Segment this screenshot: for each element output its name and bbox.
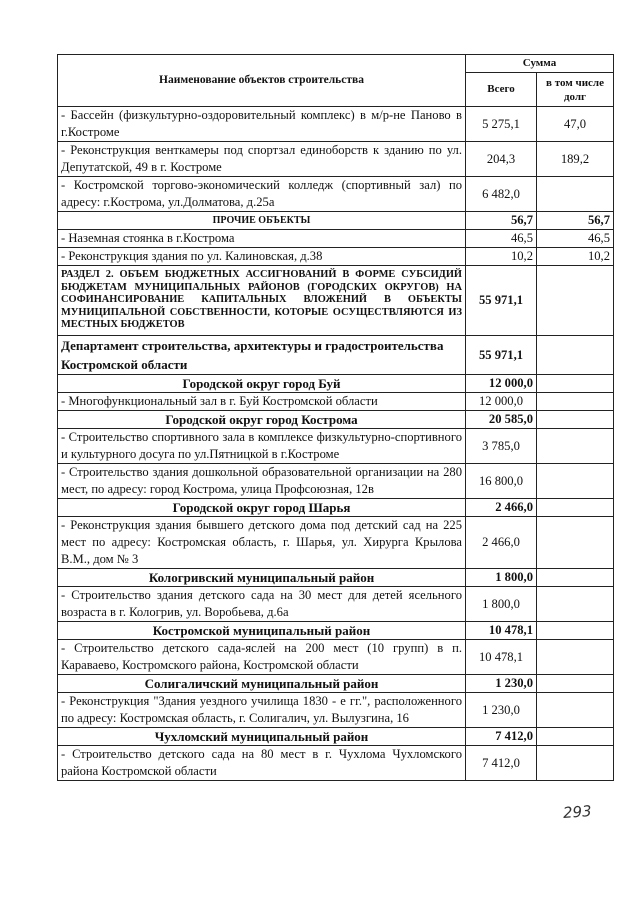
debt-cell: 46,5 xyxy=(537,230,614,248)
page-number: 293 xyxy=(562,802,593,822)
table-row xyxy=(58,248,614,266)
total-cell: 5 275,1 xyxy=(466,107,537,142)
table-row xyxy=(58,640,614,675)
object-name-cell: - Костромской торгово-экономический колледж (спортивный зал) по адресу: г.Кострома, ул.Долматова, д.25а xyxy=(58,177,466,212)
object-name-cell: Городской округ город Буй xyxy=(58,375,466,393)
total-cell: 3 785,0 xyxy=(466,429,537,464)
object-name-cell: Городской округ город Шарья xyxy=(58,499,466,517)
object-name-cell: - Строительство детского сада на 80 мест в г. Чухлома Чухломского района Костромской области xyxy=(58,746,466,781)
debt-cell: 10,2 xyxy=(537,248,614,266)
total-cell: 20 585,0 xyxy=(466,411,537,429)
object-name-cell: Чухломский муниципальный район xyxy=(58,728,466,746)
total-cell: 16 800,0 xyxy=(466,464,537,499)
total-cell: 1 230,0 xyxy=(466,675,537,693)
object-name-cell: - Строительство спортивного зала в комплексе физкультурно-спортивного и культурного досуга по ул.Пятницкой в г.Костроме xyxy=(58,429,466,464)
debt-cell xyxy=(537,746,614,781)
district-row xyxy=(58,569,614,587)
district-row xyxy=(58,375,614,393)
object-name-cell: - Бассейн (физкультурно-оздоровительный комплекс) в м/р-не Паново в г.Костроме xyxy=(58,107,466,142)
total-cell: 10 478,1 xyxy=(466,622,537,640)
object-name-cell: - Наземная стоянка в г.Кострома xyxy=(58,230,466,248)
budget-table xyxy=(57,54,614,781)
object-name-cell: - Реконструкция "Здания уездного училища 1830 - е гг.", расположенного по адресу: Костромская область, г. Солигалич, ул. Вылузгина, 16 xyxy=(58,693,466,728)
total-cell: 1 800,0 xyxy=(466,569,537,587)
object-name-cell: Городской округ город Кострома xyxy=(58,411,466,429)
object-name-cell: - Строительство детского сада-яслей на 200 мест (10 групп) в п. Караваево, Костромского района, Костромской области xyxy=(58,640,466,675)
total-cell: 10,2 xyxy=(466,248,537,266)
total-cell: 1 230,0 xyxy=(466,693,537,728)
debt-cell xyxy=(537,464,614,499)
object-name-cell: - Реконструкция венткамеры под спортзал единоборств к зданию по ул. Депутатской, 49 в г. Костроме xyxy=(58,142,466,177)
total-cell: 6 482,0 xyxy=(466,177,537,212)
debt-cell xyxy=(537,569,614,587)
debt-cell xyxy=(537,728,614,746)
total-column-header: Всего xyxy=(466,73,537,107)
debt-cell xyxy=(537,622,614,640)
table-row xyxy=(58,464,614,499)
object-name-cell: Департамент строительства, архитектуры и градостроительства Костромской области xyxy=(58,336,466,375)
debt-cell xyxy=(537,587,614,622)
total-cell: 12 000,0 xyxy=(466,393,537,411)
total-cell: 46,5 xyxy=(466,230,537,248)
total-cell: 56,7 xyxy=(466,212,537,230)
object-name-cell: - Строительство здания детского сада на 30 мест для детей ясельного возраста в г. Кологрив, ул. Воробьева, д.6а xyxy=(58,587,466,622)
table-row xyxy=(58,230,614,248)
object-name-cell: - Строительство здания дошкольной образовательной организации на 280 мест, по адресу: город Кострома, улица Профсоюзная, 12в xyxy=(58,464,466,499)
object-name-cell: Костромской муниципальный район xyxy=(58,622,466,640)
table-row xyxy=(58,107,614,142)
total-cell: 55 971,1 xyxy=(466,266,537,336)
district-row xyxy=(58,411,614,429)
table-row xyxy=(58,693,614,728)
debt-cell xyxy=(537,393,614,411)
total-cell: 204,3 xyxy=(466,142,537,177)
total-cell: 7 412,0 xyxy=(466,728,537,746)
total-cell: 55 971,1 xyxy=(466,336,537,375)
table-body xyxy=(58,107,614,781)
object-name-cell: - Реконструкция здания бывшего детского дома под детский сад на 225 мест по адресу: Костромская область, г. Шарья, ул. Хирурга Крылова В.М., дом № 3 xyxy=(58,517,466,569)
debt-cell xyxy=(537,266,614,336)
object-name-cell: Солигаличский муниципальный район xyxy=(58,675,466,693)
debt-cell: 189,2 xyxy=(537,142,614,177)
debt-cell xyxy=(537,675,614,693)
dept-row xyxy=(58,336,614,375)
table-row xyxy=(58,517,614,569)
table-row xyxy=(58,393,614,411)
district-row xyxy=(58,499,614,517)
total-cell: 2 466,0 xyxy=(466,499,537,517)
debt-cell xyxy=(537,499,614,517)
object-name-cell: Кологривский муниципальный район xyxy=(58,569,466,587)
table-row xyxy=(58,429,614,464)
total-cell: 7 412,0 xyxy=(466,746,537,781)
object-name-cell: - Многофункциональный зал в г. Буй Костромской области xyxy=(58,393,466,411)
table-row xyxy=(58,746,614,781)
subhead-row xyxy=(58,212,614,230)
debt-cell xyxy=(537,177,614,212)
table-row xyxy=(58,177,614,212)
district-row xyxy=(58,728,614,746)
debt-cell xyxy=(537,693,614,728)
debt-cell xyxy=(537,640,614,675)
debt-cell xyxy=(537,375,614,393)
sum-column-header: Сумма xyxy=(466,55,614,73)
object-name-cell: - Реконструкция здания по ул. Калиновская, д.38 xyxy=(58,248,466,266)
district-row xyxy=(58,675,614,693)
total-cell: 2 466,0 xyxy=(466,517,537,569)
debt-cell xyxy=(537,429,614,464)
table-row xyxy=(58,142,614,177)
table-row xyxy=(58,587,614,622)
total-cell: 12 000,0 xyxy=(466,375,537,393)
object-name-cell: РАЗДЕЛ 2. ОБЪЕМ БЮДЖЕТНЫХ АССИГНОВАНИЙ В ФОРМЕ СУБСИДИЙ БЮДЖЕТАМ МУНИЦИПАЛЬНЫХ РАЙОНОВ (ГОРОДСКИХ ОКРУГОВ) НА СОФИНАНСИРОВАНИЕ КАПИТАЛЬНЫХ ВЛОЖЕНИЙ В ОБЪЕКТЫ МУНИЦИПАЛЬНОЙ СОБСТВЕННОСТИ, КОТОРЫЕ ОСУЩЕСТВЛЯЮТСЯ ИЗ МЕСТНЫХ БЮДЖЕТОВ xyxy=(58,266,466,336)
debt-cell: 47,0 xyxy=(537,107,614,142)
section-row xyxy=(58,266,614,336)
district-row xyxy=(58,622,614,640)
object-name-cell: ПРОЧИЕ ОБЪЕКТЫ xyxy=(58,212,466,230)
debt-cell xyxy=(537,411,614,429)
debt-column-header: в том числе долг xyxy=(537,73,614,107)
name-column-header: Наименование объектов строительства xyxy=(58,55,466,107)
total-cell: 1 800,0 xyxy=(466,587,537,622)
debt-cell: 56,7 xyxy=(537,212,614,230)
debt-cell xyxy=(537,517,614,569)
debt-cell xyxy=(537,336,614,375)
total-cell: 10 478,1 xyxy=(466,640,537,675)
